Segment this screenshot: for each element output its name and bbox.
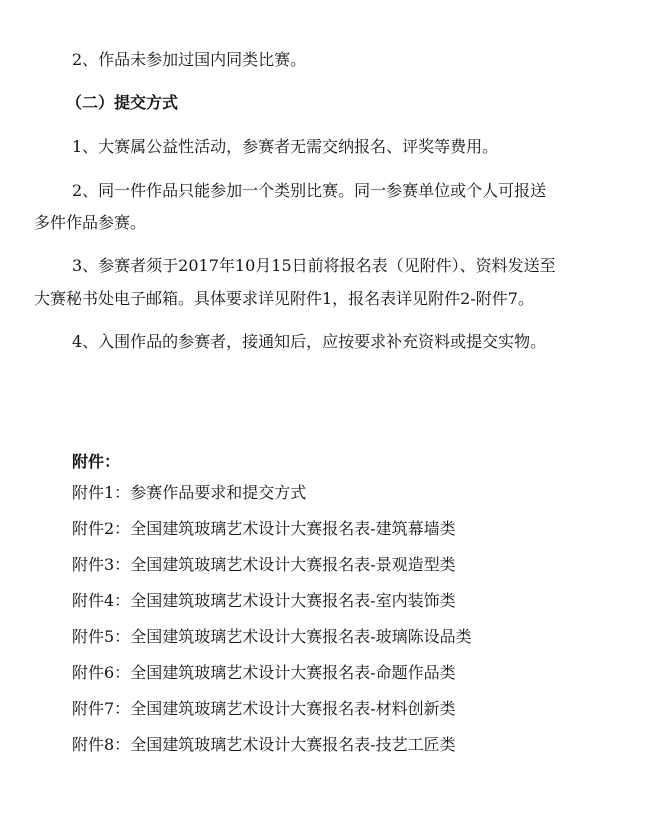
attachment-label: 附件4：	[72, 591, 131, 610]
submission-item-4: 4、入围作品的参赛者，接通知后，应按要求补充资料或提交实物。	[72, 332, 547, 351]
attachment-item	[72, 591, 456, 611]
submission-item-3-line-2: 大赛秘书处电子邮箱。具体要求详见附件1，报名表详见附件2-附件7。	[34, 289, 534, 308]
requirement-2: 2、作品未参加过国内同类比赛。	[72, 50, 307, 69]
attachment-label: 附件5：	[72, 627, 131, 646]
attachment-label: 附件8：	[72, 735, 131, 754]
attachment-title: 全国建筑玻璃艺术设计大赛报名表-材料创新类	[130, 699, 456, 718]
attachment-label: 附件1：	[72, 483, 131, 502]
attachment-label: 附件3：	[72, 555, 131, 574]
attachment-title: 全国建筑玻璃艺术设计大赛报名表-技艺工匠类	[130, 735, 456, 754]
attachment-item	[72, 555, 456, 575]
submission-item-3-line-1: 3、参赛者须于2017年10月15日前将报名表（见附件）、资料发送至	[72, 256, 556, 275]
attachment-item	[72, 627, 472, 647]
attachment-title: 全国建筑玻璃艺术设计大赛报名表-室内装饰类	[130, 591, 456, 610]
attachment-item	[72, 663, 456, 683]
attachment-item	[72, 699, 456, 719]
attachment-title: 参赛作品要求和提交方式	[130, 483, 307, 502]
attachment-label: 附件6：	[72, 663, 131, 682]
attachment-item	[72, 483, 306, 503]
attachment-label: 附件2：	[72, 519, 131, 538]
submission-item-1: 1、大赛属公益性活动，参赛者无需交纳报名、评奖等费用。	[72, 137, 499, 156]
attachment-title: 全国建筑玻璃艺术设计大赛报名表-玻璃陈设品类	[130, 627, 472, 646]
attachment-title: 全国建筑玻璃艺术设计大赛报名表-建筑幕墙类	[130, 519, 456, 538]
attachment-item	[72, 519, 456, 539]
attachments-heading: 附件：	[72, 452, 121, 471]
attachment-title: 全国建筑玻璃艺术设计大赛报名表-景观造型类	[130, 555, 456, 574]
submission-item-2-line-1: 2、同一件作品只能参加一个类别比赛。同一参赛单位或个人可报送	[72, 181, 547, 200]
submission-item-2-line-2: 多件作品参赛。	[34, 213, 147, 232]
attachment-item	[72, 735, 456, 755]
attachment-title: 全国建筑玻璃艺术设计大赛报名表-命题作品类	[130, 663, 456, 682]
attachment-label: 附件7：	[72, 699, 131, 718]
section-heading-submission: （二）提交方式	[66, 93, 179, 112]
